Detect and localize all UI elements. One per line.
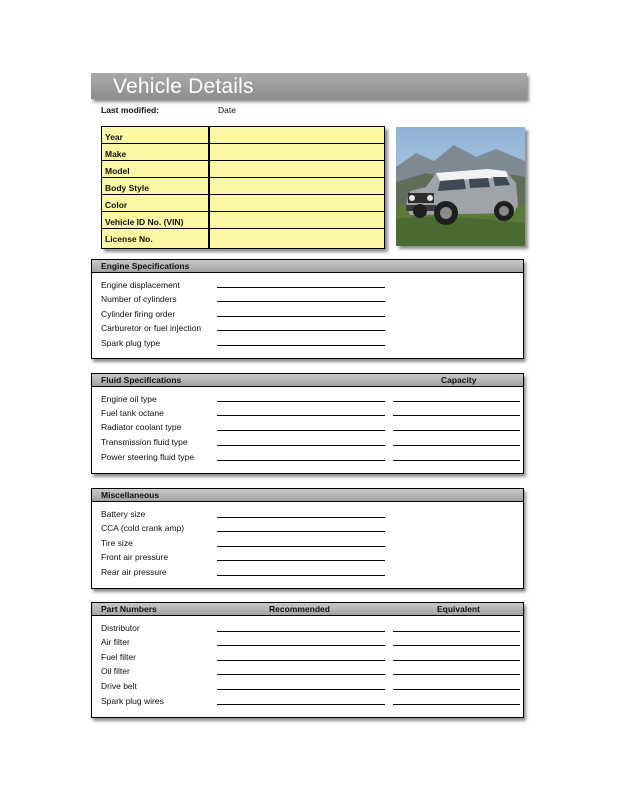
section-header bbox=[92, 489, 523, 502]
row-label: Air filter bbox=[101, 637, 130, 647]
vehicle-photo bbox=[396, 127, 525, 246]
recommended-line[interactable] bbox=[217, 704, 385, 705]
row-label: Spark plug type bbox=[101, 338, 161, 348]
section-title: Part Numbers bbox=[101, 604, 157, 614]
row-label: Engine oil type bbox=[101, 394, 157, 404]
entry-line[interactable] bbox=[217, 316, 385, 317]
capacity-line[interactable] bbox=[393, 460, 520, 461]
row-label: Front air pressure bbox=[101, 552, 169, 562]
entry-line[interactable] bbox=[217, 287, 385, 288]
recommended-line[interactable] bbox=[217, 689, 385, 690]
vehicle-id-row[interactable] bbox=[102, 178, 384, 195]
row-label: Power steering fluid type bbox=[101, 452, 195, 462]
entry-line[interactable] bbox=[217, 517, 385, 518]
capacity-line[interactable] bbox=[393, 415, 520, 416]
field-label-color: Color bbox=[105, 200, 128, 210]
entry-line[interactable] bbox=[217, 301, 385, 302]
row-label: Cylinder firing order bbox=[101, 309, 176, 319]
row-label: Transmission fluid type bbox=[101, 437, 188, 447]
entry-line[interactable] bbox=[217, 546, 385, 547]
row-label: Engine displacement bbox=[101, 280, 180, 290]
row-label: Battery size bbox=[101, 509, 146, 519]
entry-line[interactable] bbox=[217, 430, 385, 431]
entry-line[interactable] bbox=[217, 560, 385, 561]
equivalent-line[interactable] bbox=[393, 631, 520, 632]
engine-specifications-section bbox=[91, 259, 524, 359]
entry-line[interactable] bbox=[217, 531, 385, 532]
recommended-line[interactable] bbox=[217, 631, 385, 632]
row-label: Spark plug wires bbox=[101, 696, 164, 706]
field-label-make: Make bbox=[105, 149, 127, 159]
equivalent-line[interactable] bbox=[393, 689, 520, 690]
capacity-line[interactable] bbox=[393, 430, 520, 431]
page-title-bar bbox=[91, 73, 527, 99]
vehicle-photo-illustration bbox=[396, 127, 525, 246]
vehicle-id-table bbox=[101, 126, 385, 249]
vehicle-id-row[interactable] bbox=[102, 127, 384, 144]
recommended-line[interactable] bbox=[217, 674, 385, 675]
section-header bbox=[92, 260, 523, 273]
field-label-vin: Vehicle ID No. (VIN) bbox=[105, 217, 184, 227]
entry-line[interactable] bbox=[217, 415, 385, 416]
equivalent-line[interactable] bbox=[393, 645, 520, 646]
page-title: Vehicle Details bbox=[113, 75, 254, 98]
row-label: Fuel filter bbox=[101, 652, 136, 662]
section-header bbox=[92, 374, 523, 387]
row-label: Distributor bbox=[101, 623, 140, 633]
vehicle-id-row[interactable] bbox=[102, 144, 384, 161]
recommended-line[interactable] bbox=[217, 645, 385, 646]
recommended-line[interactable] bbox=[217, 660, 385, 661]
date-label: Date bbox=[218, 105, 236, 115]
section-title: Miscellaneous bbox=[101, 490, 160, 500]
equivalent-line[interactable] bbox=[393, 704, 520, 705]
equivalent-column-header: Equivalent bbox=[437, 604, 480, 614]
vehicle-id-row[interactable] bbox=[102, 195, 384, 212]
entry-line[interactable] bbox=[217, 345, 385, 346]
row-label: Carburetor or fuel injection bbox=[101, 323, 202, 333]
vehicle-id-row[interactable] bbox=[102, 229, 384, 248]
entry-line[interactable] bbox=[217, 401, 385, 402]
equivalent-line[interactable] bbox=[393, 660, 520, 661]
entry-line[interactable] bbox=[217, 575, 385, 576]
part-numbers-section bbox=[91, 602, 524, 718]
last-modified-label: Last modified: bbox=[101, 105, 160, 115]
vehicle-id-row[interactable] bbox=[102, 161, 384, 178]
capacity-line[interactable] bbox=[393, 445, 520, 446]
row-label: Fuel tank octane bbox=[101, 408, 164, 418]
equivalent-line[interactable] bbox=[393, 674, 520, 675]
capacity-line[interactable] bbox=[393, 401, 520, 402]
row-label: Rear air pressure bbox=[101, 567, 167, 577]
field-label-license: License No. bbox=[105, 234, 153, 244]
capacity-column-header: Capacity bbox=[441, 375, 477, 385]
recommended-column-header: Recommended bbox=[269, 604, 330, 614]
row-label: Radiator coolant type bbox=[101, 422, 182, 432]
row-label: Oil filter bbox=[101, 666, 130, 676]
field-label-model: Model bbox=[105, 166, 130, 176]
entry-line[interactable] bbox=[217, 460, 385, 461]
field-label-year: Year bbox=[105, 132, 123, 142]
section-header bbox=[92, 603, 523, 616]
vehicle-id-row[interactable] bbox=[102, 212, 384, 229]
row-label: Drive belt bbox=[101, 681, 137, 691]
entry-line[interactable] bbox=[217, 330, 385, 331]
row-label: Tire size bbox=[101, 538, 133, 548]
row-label: CCA (cold crank amp) bbox=[101, 523, 185, 533]
row-label: Number of cylinders bbox=[101, 294, 177, 304]
field-label-body-style: Body Style bbox=[105, 183, 149, 193]
section-title: Engine Specifications bbox=[101, 261, 190, 271]
fluid-specifications-section bbox=[91, 373, 524, 474]
section-title: Fluid Specifications bbox=[101, 375, 182, 385]
entry-line[interactable] bbox=[217, 445, 385, 446]
miscellaneous-section bbox=[91, 488, 524, 589]
